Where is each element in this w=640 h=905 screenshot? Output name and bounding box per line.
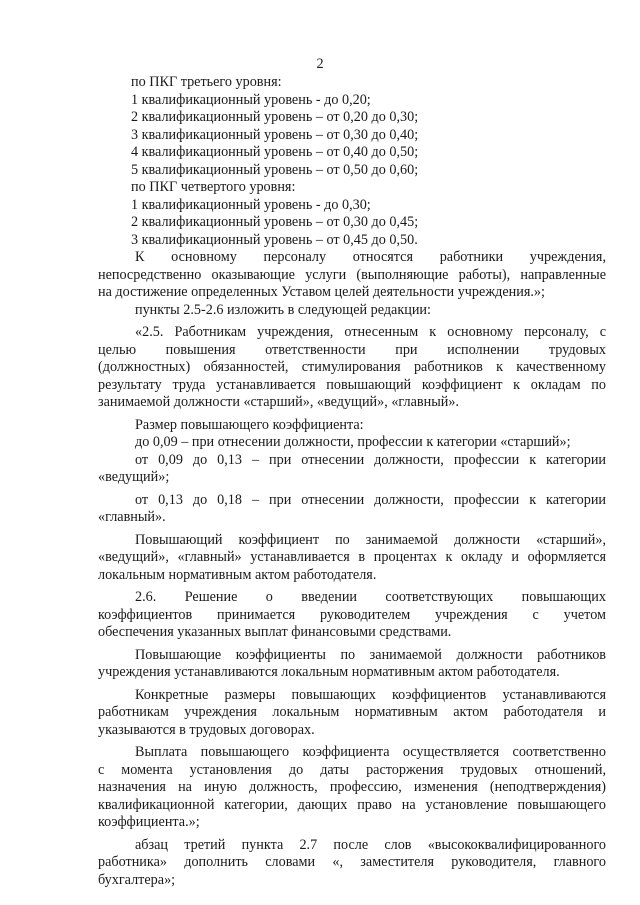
- coefficient-senior: до 0,09 – при отнесении должности, профессии к категории «старший»;: [135, 434, 571, 450]
- paragraph-established: [98, 647, 606, 682]
- text-line: целью повышения ответственности при исполнении трудовых: [98, 341, 606, 358]
- text-line: коэффициента.»;: [98, 814, 200, 830]
- text-line: (должностных) обязанностей, стимулирования работников к качественному: [98, 359, 606, 375]
- text-line: работникам учреждения локальным нормативным актом работодателя и: [98, 704, 606, 720]
- text-line: «2.5. Работникам учреждения, отнесенным к основному персоналу, с: [135, 324, 606, 340]
- pkg3-section: [98, 74, 606, 179]
- pkg4-level-1: 1 квалификационный уровень - до 0,30;: [131, 196, 371, 213]
- text-line: «главный».: [98, 509, 166, 525]
- pkg3-level-4: 4 квалификационный уровень – от 0,40 до 0,50;: [131, 144, 419, 160]
- paragraph-percent: [98, 532, 606, 585]
- text-line: с момента установления до даты расторжения трудовых отношений,: [98, 761, 606, 778]
- text-line: работника» дополнить словами «, заместителя руководителя, главного: [98, 854, 606, 870]
- items-intro: пункты 2.5-2.6 изложить в следующей редакции:: [135, 301, 431, 318]
- text-line: Конкретные размеры повышающих коэффициентов устанавливаются: [135, 686, 606, 703]
- coefficient-chief: [98, 492, 606, 527]
- pkg3-level-5: 5 квалификационный уровень – от 0,50 до 0,60;: [131, 161, 419, 178]
- text-line: обеспечения указанных выплат финансовыми средствами.: [98, 624, 452, 640]
- pkg3-heading: по ПКГ третьего уровня:: [131, 74, 282, 90]
- text-line: от 0,13 до 0,18 – при отнесении должности, профессии к категории: [135, 491, 606, 508]
- pkg3-level-2: 2 квалификационный уровень – от 0,20 до 0,30;: [131, 109, 419, 125]
- paragraph-payment: [98, 744, 606, 832]
- text-line: от 0,09 до 0,13 – при отнесении должности, профессии к категории: [135, 451, 606, 468]
- text-line: занимаемой должности «старший», «ведущий», «главный».: [98, 394, 459, 410]
- paragraph-abzac: [98, 837, 606, 890]
- text-line: локальным нормативным актом работодателя.: [98, 566, 377, 583]
- text-line: указываются в трудовых договорах.: [98, 721, 315, 738]
- text-line: «ведущий»;: [98, 469, 170, 485]
- document-body: [98, 74, 606, 889]
- text-line: квалификационной категории, дающих право на установление повышающего: [98, 796, 606, 813]
- text-line: абзац третий пункта 2.7 после слов «высококвалифицированного: [135, 836, 606, 853]
- coefficient-size-heading: Размер повышающего коэффициента:: [135, 416, 364, 433]
- paragraph-2-5: [98, 324, 606, 412]
- paragraph-specific: [98, 687, 606, 740]
- text-line: коэффициентов принимается руководителем учреждения с учетом: [98, 606, 606, 623]
- text-line: Повышающие коэффициенты по занимаемой должности работников: [135, 646, 606, 663]
- text-line: К основному персоналу относятся работники учреждения,: [135, 249, 606, 265]
- text-line: непосредственно оказывающие услуги (выполняющие работы), направленные: [98, 266, 606, 283]
- paragraph-2-6: [98, 589, 606, 642]
- text-line: бухгалтера»;: [98, 871, 176, 888]
- text-line: Выплата повышающего коэффициента осуществляется соответственно: [135, 744, 606, 760]
- page-number: 2: [316, 56, 324, 72]
- pkg4-heading: по ПКГ четвертого уровня:: [131, 179, 296, 195]
- pkg3-level-3: 3 квалификационный уровень – от 0,30 до 0,40;: [131, 126, 419, 143]
- text-line: результату труда устанавливается повышающий коэффициент к окладам по: [98, 376, 606, 393]
- text-line: учреждения устанавливаются локальным нормативным актом работодателя.: [98, 664, 560, 680]
- pkg4-level-2: 2 квалификационный уровень – от 0,30 до 0,45;: [131, 214, 419, 230]
- pkg4-section: [98, 179, 606, 249]
- text-line: назначения на иную должность, профессию, изменения (неподтверждения): [98, 779, 606, 795]
- paragraph-main-staff: [98, 249, 606, 302]
- pkg4-level-3: 3 квалификационный уровень – от 0,45 до 0,50.: [131, 231, 418, 248]
- pkg3-level-1: 1 квалификационный уровень - до 0,20;: [131, 91, 371, 108]
- coefficient-leading: [98, 452, 606, 487]
- text-line: на достижение определенных Уставом целей деятельности учреждения.»;: [98, 284, 545, 300]
- text-line: Повышающий коэффициент по занимаемой должности «старший»,: [135, 531, 606, 548]
- text-line: «ведущий», «главный» устанавливается в процентах к окладу и оформляется: [98, 549, 606, 565]
- text-line: 2.6. Решение о введении соответствующих повышающих: [135, 589, 606, 605]
